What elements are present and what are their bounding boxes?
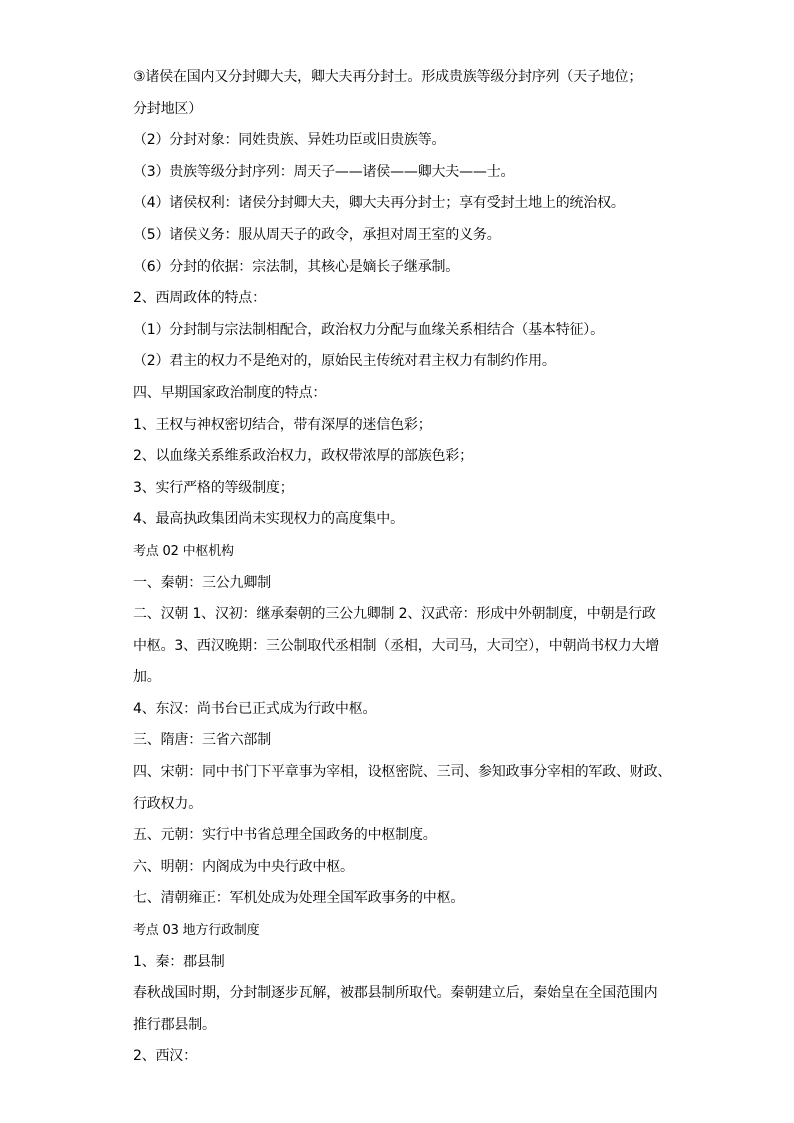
text-line: 1、秦：郡县制	[133, 953, 225, 970]
text-line: 一、秦朝：三公九卿制	[133, 574, 271, 591]
document-body	[133, 62, 673, 1073]
text-line: 推行郡县制。	[133, 1016, 216, 1033]
text-line: 六、明朝：内阁成为中央行政中枢。	[133, 858, 354, 875]
text-line: 1、王权与神权密切结合，带有深厚的迷信色彩；	[133, 416, 432, 433]
text-line: 二、汉朝 1、汉初：继承秦朝的三公九卿制 2、汉武帝：形成中外朝制度，中朝是行政	[133, 606, 656, 623]
text-line: （4）诸侯权利：诸侯分封卿大夫，卿大夫再分封士；享有受封土地上的统治权。	[133, 195, 625, 212]
text-line: 五、元朝：实行中书省总理全国政务的中枢制度。	[133, 827, 437, 844]
text-line: （5）诸侯义务：服从周天子的政令，承担对周王室的义务。	[133, 226, 501, 243]
text-line: 分封地区）	[133, 100, 202, 117]
text-line: 行政权力。	[133, 795, 202, 812]
text-line: （2）君主的权力不是绝对的，原始民主传统对君主权力有制约作用。	[133, 353, 556, 370]
text-line: （6）分封的依据：宗法制，其核心是嫡长子继承制。	[133, 258, 460, 275]
text-line: ③诸侯在国内又分封卿大夫，卿大夫再分封士。形成贵族等级分封序列（天子地位；	[133, 69, 643, 85]
text-line: （1）分封制与宗法制相配合，政治权力分配与血缘关系相结合（基本特征）。	[133, 321, 604, 338]
text-line: （3）贵族等级分封序列：周天子——诸侯——卿大夫——士。	[133, 163, 515, 180]
text-line: 3、实行严格的等级制度；	[133, 479, 294, 496]
text-line: （2）分封对象：同姓贵族、异姓功臣或旧贵族等。	[133, 132, 446, 149]
text-line: 七、清朝雍正：军机处成为处理全国军政事务的中枢。	[133, 890, 465, 907]
text-line: 春秋战国时期，分封制逐步瓦解，被郡县制所取代。秦朝建立后，秦始皇在全国范围内	[133, 985, 658, 1002]
text-line: 四、宋朝：同中书门下平章事为宰相，设枢密院、三司、参知政事分宰相的军政、财政、	[133, 764, 672, 781]
topic-heading: 考点 02 中枢机构	[133, 543, 234, 559]
topic-heading: 考点 03 地方行政制度	[133, 923, 260, 939]
text-line: 2、西汉：	[133, 1048, 197, 1065]
text-line: 三、隋唐：三省六部制	[133, 732, 271, 749]
text-line: 2、西周政体的特点：	[133, 290, 266, 307]
section-heading: 四、早期国家政治制度的特点：	[133, 384, 327, 401]
text-line: 4、最高执政集团尚未实现权力的高度集中。	[133, 511, 404, 528]
text-line: 中枢。3、西汉晚期：三公制取代丞相制（丞相，大司马，大司空），中朝尚书权力大增	[133, 637, 660, 654]
text-line: 2、以血缘关系维系政治权力，政权带浓厚的部族色彩；	[133, 448, 473, 465]
text-line: 加。	[133, 669, 161, 686]
text-line: 4、东汉：尚书台已正式成为行政中枢。	[133, 700, 377, 717]
